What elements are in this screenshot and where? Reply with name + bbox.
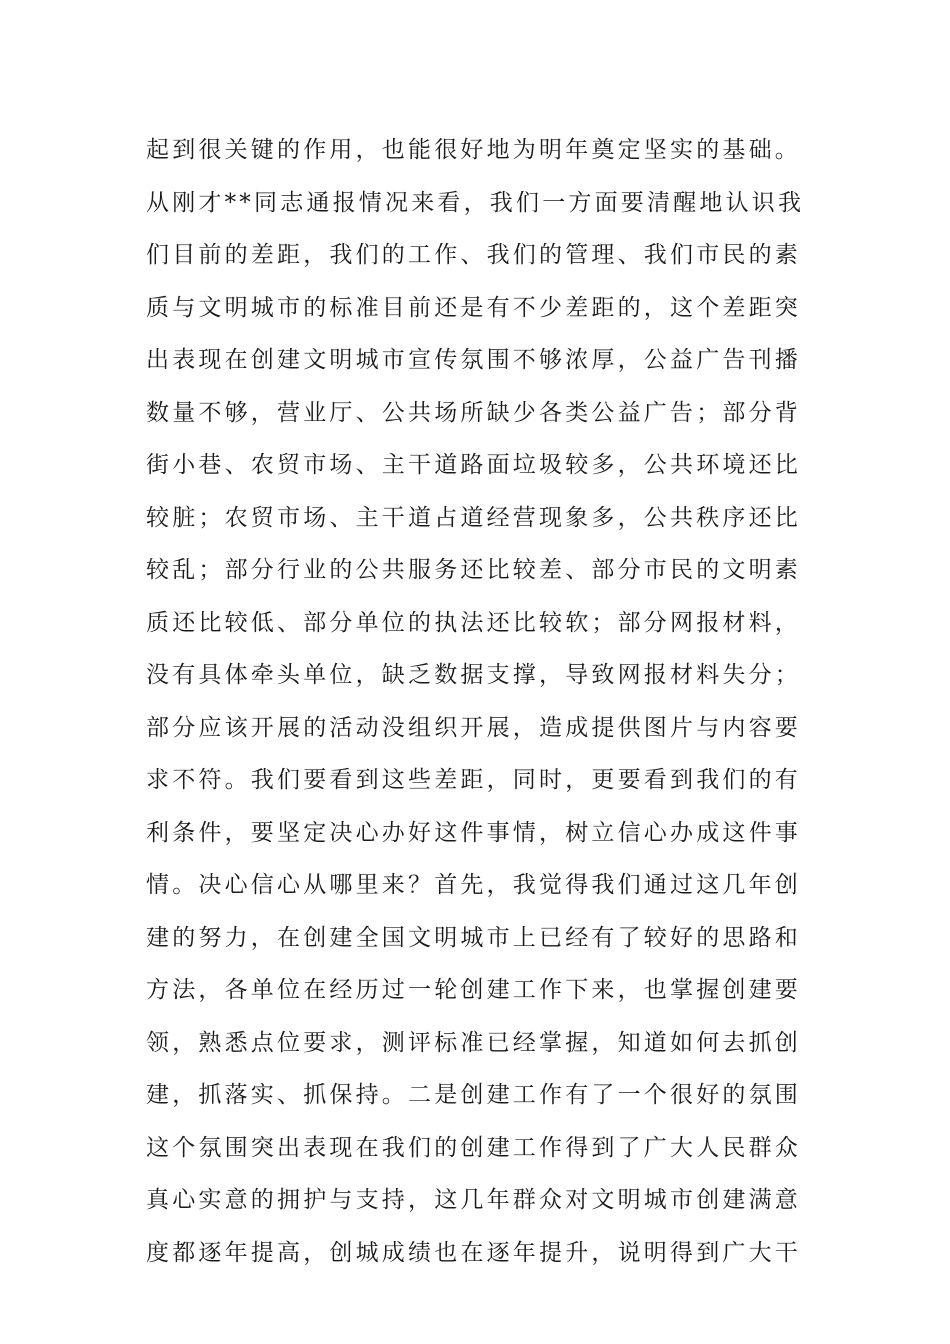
text-line: 出表现在创建文明城市宣传氛围不够浓厚，公益广告刊播 (146, 347, 801, 373)
text-line: 建，抓落实、抓保持。二是创建工作有了一个很好的氛围 (146, 1082, 801, 1108)
text-line: 真心实意的拥护与支持，这几年群众对文明城市创建满意 (146, 1187, 801, 1213)
text-line: 街小巷、农贸市场、主干道路面垃圾较多，公共环境还比 (146, 452, 801, 478)
text-line: 度都逐年提高，创城成绩也在逐年提升，说明得到广大干 (146, 1239, 801, 1266)
text-line: 起到很关键的作用，也能很好地为明年奠定坚实的基础。 (146, 137, 801, 163)
body-text (146, 124, 814, 1279)
text-line: 这个氛围突出表现在我们的创建工作得到了广大人民群众 (146, 1134, 801, 1161)
text-line: 方法，各单位在经历过一轮创建工作下来，也掌握创建要 (146, 977, 801, 1003)
text-line: 没有具体牵头单位，缺乏数据支撑，导致网报材料失分； (146, 662, 801, 688)
text-line: 数量不够，营业厅、公共场所缺少各类公益广告；部分背 (146, 399, 801, 426)
text-line: 从刚才**同志通报情况来看，我们一方面要清醒地认识我 (146, 189, 805, 216)
text-line: 质与文明城市的标准目前还是有不少差距的，这个差距突 (146, 294, 801, 321)
text-line: 们目前的差距，我们的工作、我们的管理、我们市民的素 (146, 242, 801, 268)
text-line: 建的努力，在创建全国文明城市上已经有了较好的思路和 (146, 924, 801, 951)
text-line: 情。决心信心从哪里来？首先，我觉得我们通过这几年创 (146, 872, 801, 898)
text-line: 领，熟悉点位要求，测评标准已经掌握，知道如何去抓创 (146, 1029, 801, 1056)
text-line: 求不符。我们要看到这些差距，同时，更要看到我们的有 (146, 767, 801, 793)
text-line: 利条件，要坚定决心办好这件事情，树立信心办成这件事 (146, 819, 801, 846)
text-line: 部分应该开展的活动没组织开展，造成提供图片与内容要 (146, 714, 801, 741)
text-line: 较乱；部分行业的公共服务还比较差、部分市民的文明素 (146, 557, 801, 583)
text-line: 质还比较低、部分单位的执法还比较软；部分网报材料， (146, 609, 801, 636)
text-line: 较脏；农贸市场、主干道占道经营现象多，公共秩序还比 (146, 504, 801, 531)
